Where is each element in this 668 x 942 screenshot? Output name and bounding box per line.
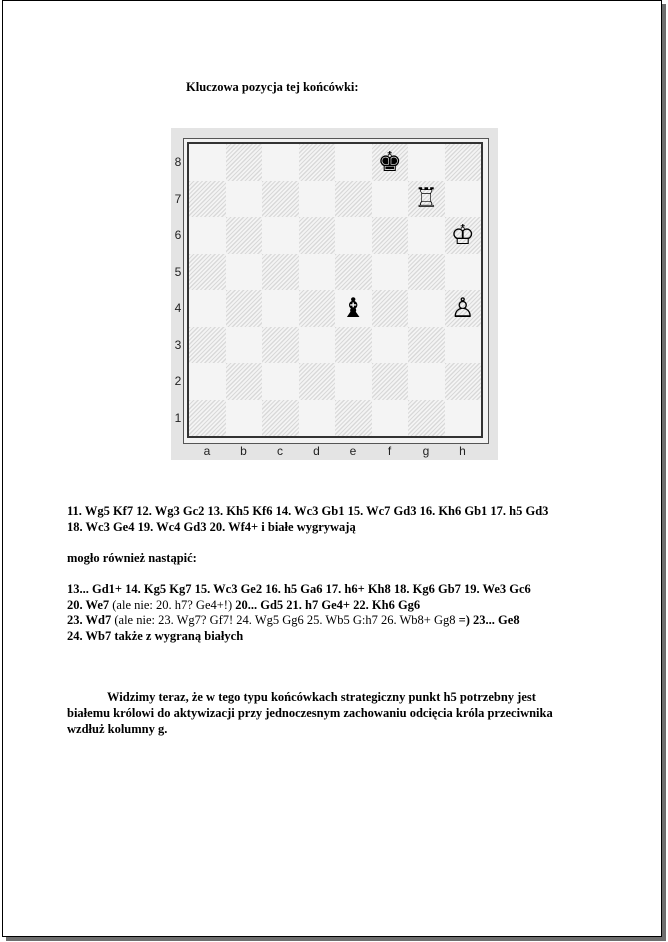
rank-label-5: 5 xyxy=(174,264,182,279)
square-b4 xyxy=(226,290,263,327)
square-d6 xyxy=(299,217,336,254)
rank-label-6: 6 xyxy=(174,228,182,242)
square-h5 xyxy=(445,254,482,291)
alt-line-row-1: 13... Gd1+ 14. Kg5 Kg7 15. Wc3 Ge2 16. h5 Ga6 17. h6+ Kh8 18. Kg6 Gb7 19. We3 Gc6 xyxy=(67,582,531,596)
square-b6 xyxy=(226,217,263,254)
square-h4 xyxy=(445,290,482,327)
rank-label-1: 1 xyxy=(174,410,182,425)
alt-continuation-20: 20... Gd5 21. h7 Ge4+ 22. Kh6 Gg6 xyxy=(235,597,421,612)
square-f6 xyxy=(372,217,409,254)
alt-comment-23: (ale nie: 23. Wg7? Gf7! 24. Wg5 Gg6 25. Wb5 G:h7 26. Wb8+ Gg8 xyxy=(111,613,459,627)
square-h3 xyxy=(445,327,482,364)
square-a4 xyxy=(189,290,226,327)
square-f2 xyxy=(372,363,409,400)
square-c7 xyxy=(262,181,299,218)
square-c8 xyxy=(262,144,299,181)
square-g6 xyxy=(408,217,445,254)
alt-comment-20: (ale nie: 20. h7? Ge4+!) xyxy=(109,597,236,612)
file-label-h: h xyxy=(459,444,466,458)
file-label-c: c xyxy=(277,444,283,458)
chess-board xyxy=(187,142,483,438)
file-label-b: b xyxy=(240,444,247,458)
rank-label-7: 7 xyxy=(174,191,182,206)
rank-label-8: 8 xyxy=(174,155,182,169)
square-g8 xyxy=(408,144,445,181)
square-e4 xyxy=(335,290,372,327)
square-b5 xyxy=(226,254,263,291)
main-line-row-2: 18. Wc3 Ge4 19. Wc4 Gd3 20. Wf4+ i białe wygrywają xyxy=(67,519,356,534)
square-c6 xyxy=(262,217,299,254)
file-label-a: a xyxy=(203,444,211,458)
square-e5 xyxy=(335,254,372,291)
rank-label-3: 3 xyxy=(174,337,182,352)
square-e6 xyxy=(335,217,372,254)
square-b3 xyxy=(226,327,263,364)
square-g2 xyxy=(408,363,445,400)
file-label-d: d xyxy=(313,444,320,458)
black-king-icon: ♚ xyxy=(377,146,402,178)
square-d2 xyxy=(299,363,336,400)
square-g7 xyxy=(408,181,445,218)
square-d4 xyxy=(299,290,336,327)
square-g4 xyxy=(408,290,445,327)
file-label-e: e xyxy=(349,444,357,458)
main-line-row-1: 11. Wg5 Kf7 12. Wg3 Gc2 13. Kh5 Kf6 14. Wc3 Gb1 15. Wc7 Gd3 16. Kh6 Gb1 17. h5 Gd3 xyxy=(67,504,549,518)
square-g5 xyxy=(408,254,445,291)
square-a1 xyxy=(189,400,226,437)
square-d3 xyxy=(299,327,336,364)
square-h2 xyxy=(445,363,482,400)
square-a6 xyxy=(189,217,226,254)
square-a7 xyxy=(189,181,226,218)
alt-line-row-4: 24. Wb7 także z wygraną białych xyxy=(67,628,244,643)
alternative-intro: mogło również nastąpić: xyxy=(67,551,197,565)
alt-move-23: 23. Wd7 xyxy=(67,613,112,627)
conclusion-paragraph xyxy=(67,689,607,737)
alternative-line-moves xyxy=(67,582,607,644)
rank-label-4: 4 xyxy=(174,301,182,315)
square-h6 xyxy=(445,217,482,254)
square-a3 xyxy=(189,327,226,364)
square-f4 xyxy=(372,290,409,327)
square-h1 xyxy=(445,400,482,437)
alt-line-row-3 xyxy=(67,613,607,629)
document-page xyxy=(2,0,662,937)
square-c2 xyxy=(262,363,299,400)
main-line-moves xyxy=(67,504,607,535)
square-e3 xyxy=(335,327,372,364)
square-d7 xyxy=(299,181,336,218)
square-a5 xyxy=(189,254,226,291)
square-e2 xyxy=(335,363,372,400)
conclusion-row-3: wzdłuż kolumny g. xyxy=(67,722,168,736)
square-g1 xyxy=(408,400,445,437)
square-a2 xyxy=(189,363,226,400)
square-d1 xyxy=(299,400,336,437)
chess-diagram xyxy=(171,128,498,460)
conclusion-row-1 xyxy=(67,689,607,705)
square-f3 xyxy=(372,327,409,364)
diagram-heading: Kluczowa pozycja tej końcówki: xyxy=(186,80,359,94)
square-f7 xyxy=(372,181,409,218)
white-king-icon: ♔ xyxy=(450,219,475,251)
square-f5 xyxy=(372,254,409,291)
black-bishop-icon: ♝ xyxy=(341,292,366,324)
alt-line-row-2 xyxy=(67,598,607,614)
square-e8 xyxy=(335,144,372,181)
square-d8 xyxy=(299,144,336,181)
square-b7 xyxy=(226,181,263,218)
square-h7 xyxy=(445,181,482,218)
square-c1 xyxy=(262,400,299,437)
square-e1 xyxy=(335,400,372,437)
white-rook-icon: ♖ xyxy=(414,183,439,215)
square-f1 xyxy=(372,400,409,437)
square-c5 xyxy=(262,254,299,291)
square-a8 xyxy=(189,144,226,181)
file-label-g: g xyxy=(422,444,430,458)
alt-move-20: 20. We7 xyxy=(67,597,110,612)
square-b2 xyxy=(226,363,263,400)
square-d5 xyxy=(299,254,336,291)
square-b8 xyxy=(226,144,263,181)
square-g3 xyxy=(408,327,445,364)
alt-continuation-23: =) 23... Ge8 xyxy=(458,613,520,627)
conclusion-row-2: białemu królowi do aktywizacji przy jednoczesnym zachowaniu odcięcia króla przeciwnika xyxy=(67,706,553,720)
square-h8 xyxy=(445,144,482,181)
file-label-f: f xyxy=(387,444,392,458)
square-e7 xyxy=(335,181,372,218)
conclusion-text-1: Widzimy teraz, że w tego typu końcówkach strategiczny punkt h5 potrzebny jest xyxy=(107,690,536,704)
square-b1 xyxy=(226,400,263,437)
square-c4 xyxy=(262,290,299,327)
square-c3 xyxy=(262,327,299,364)
rank-label-2: 2 xyxy=(174,374,182,388)
white-pawn-icon: ♙ xyxy=(450,292,475,324)
square-f8 xyxy=(372,144,409,181)
